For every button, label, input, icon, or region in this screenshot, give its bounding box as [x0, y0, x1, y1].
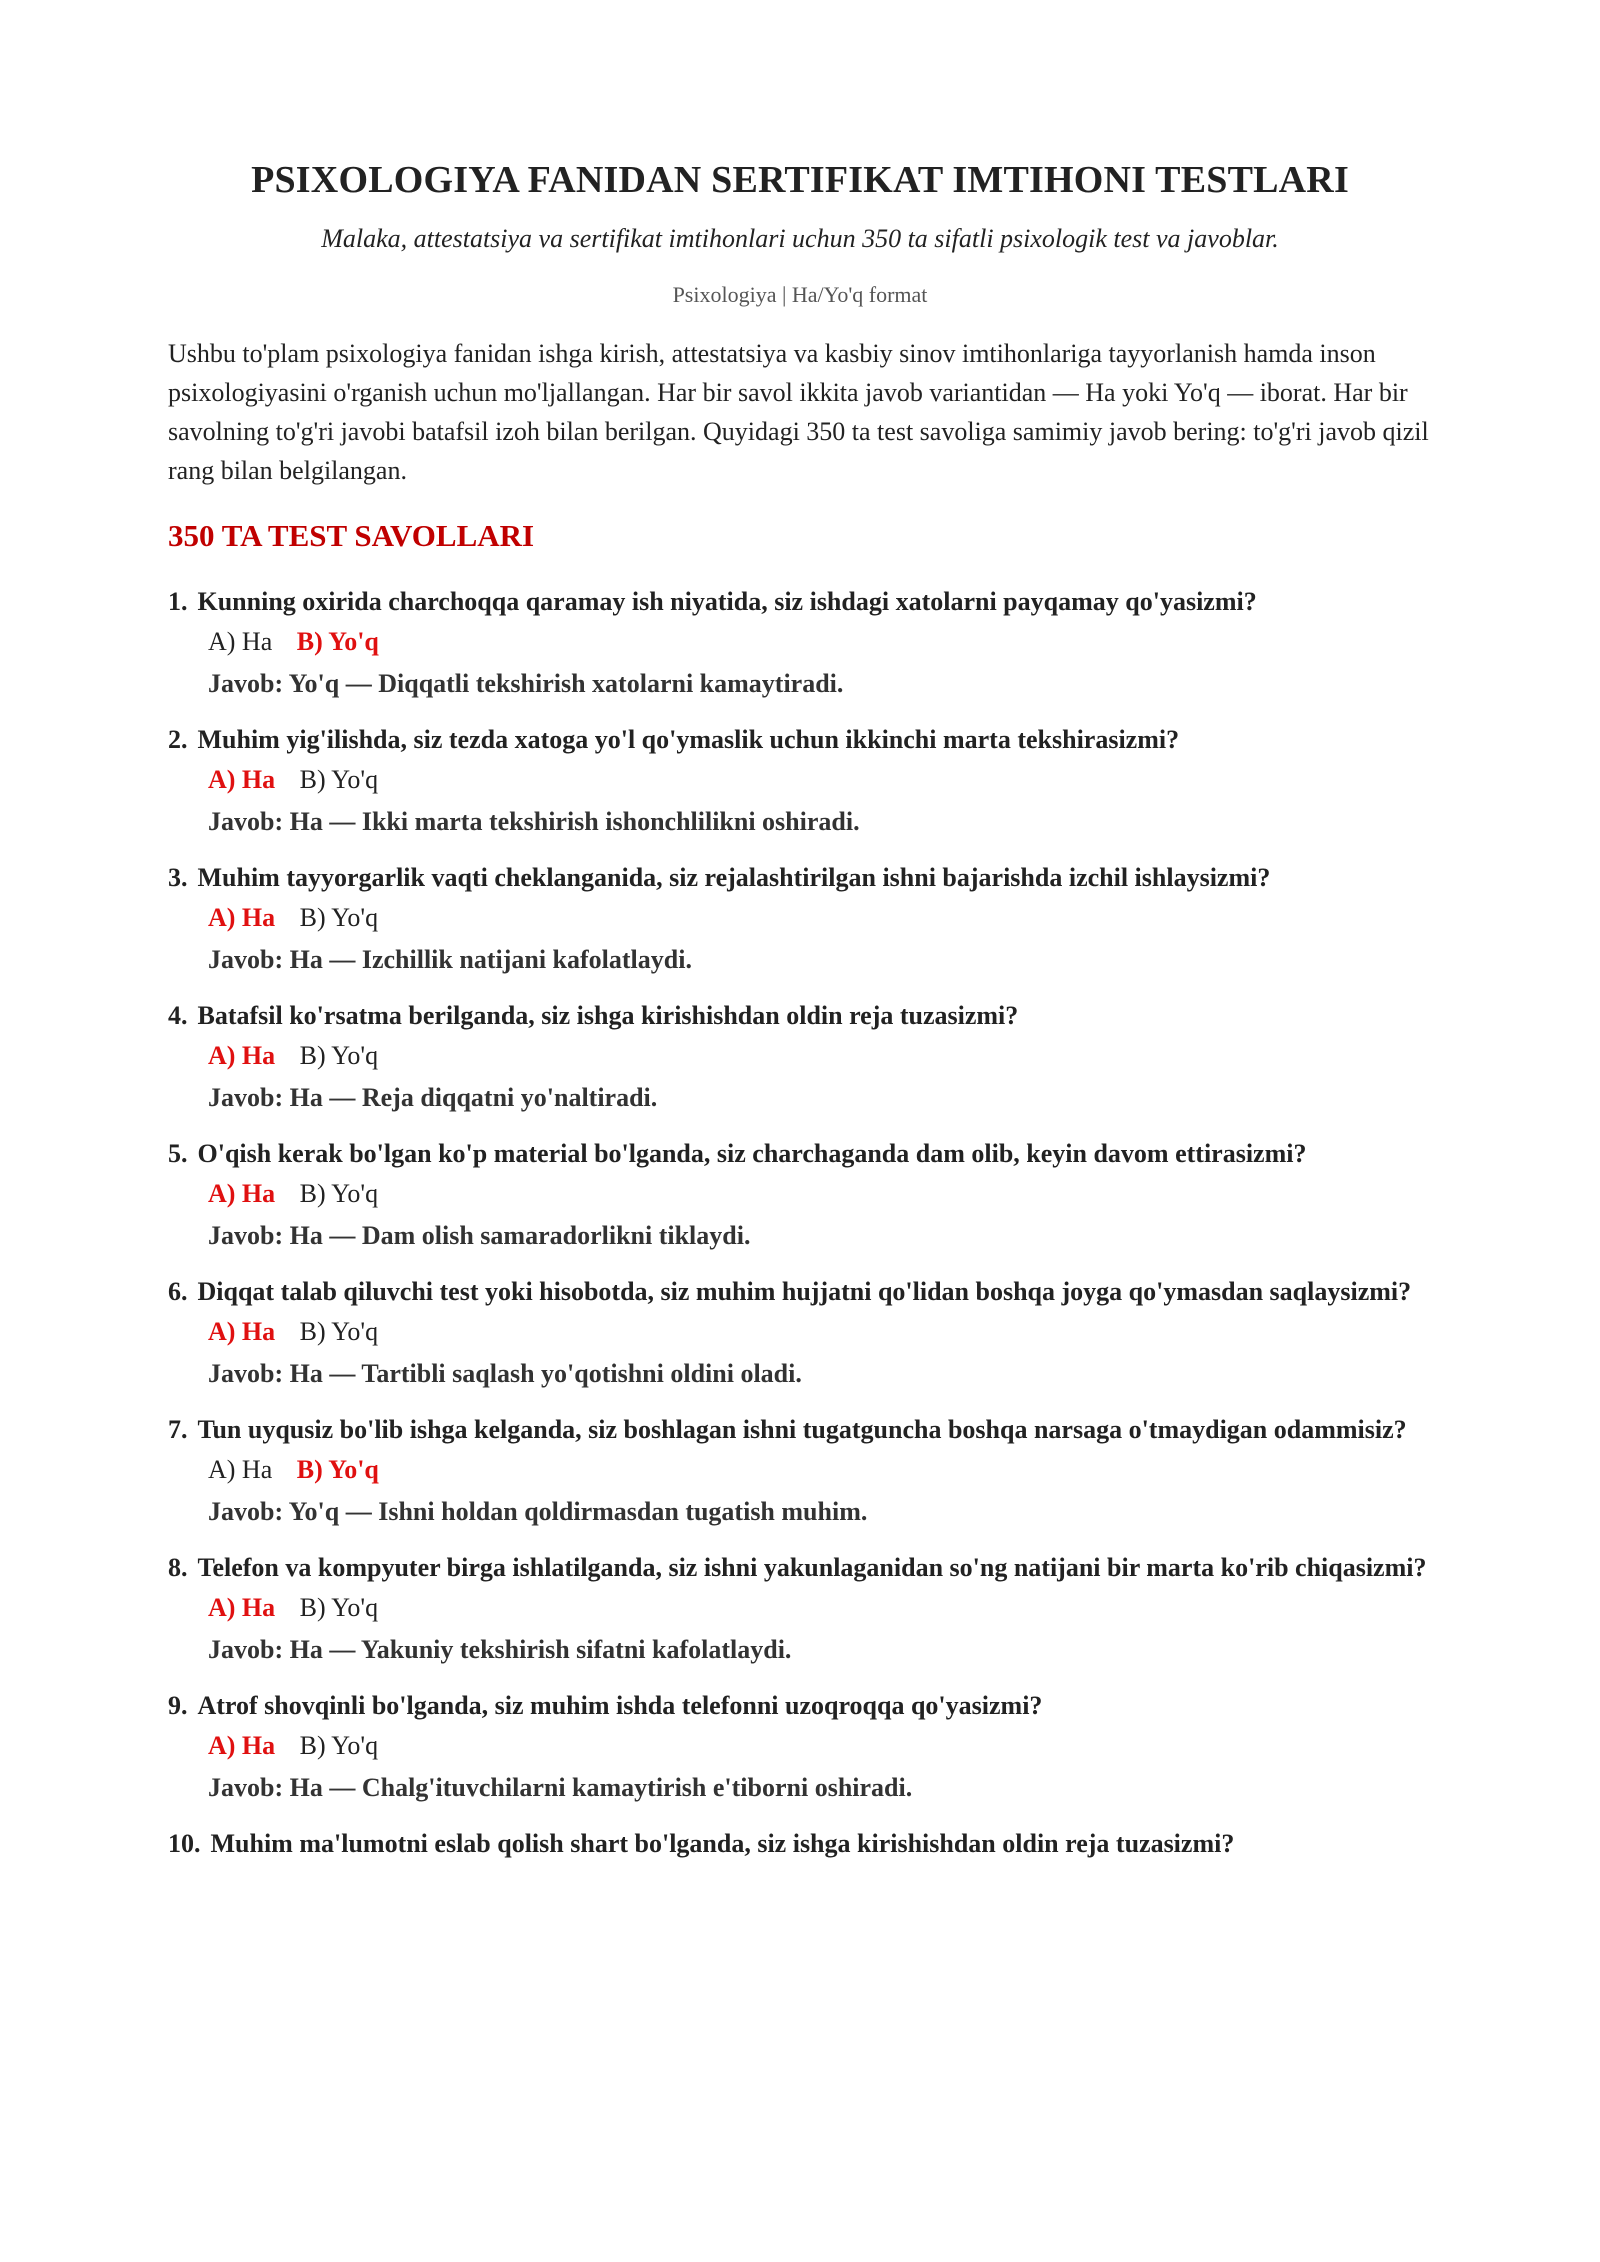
answer-explanation: Javob: Ha — Dam olish samaradorlikni tiklaydi.: [208, 1221, 751, 1250]
question-label: Batafsil ko'rsatma berilganda, siz ishga kirishishdan oldin reja tuzasizmi?: [197, 1001, 1019, 1030]
answer-explanation: Javob: Ha — Yakuniy tekshirish sifatni kafolatlaydi.: [208, 1635, 792, 1664]
question-text: [168, 1272, 1432, 1311]
question-item: [168, 1686, 1432, 1809]
answer-options: [168, 1035, 1432, 1077]
answer-options: [168, 897, 1432, 939]
question-number: 6.: [168, 1277, 188, 1306]
document-title: PSIXOLOGIYA FANIDAN SERTIFIKAT IMTIHONI TESTLARI: [251, 159, 1349, 201]
question-label: Atrof shovqinli bo'lganda, siz muhim ishda telefonni uzoqroqqa qo'yasizmi?: [197, 1691, 1043, 1720]
option-b[interactable]: B) Yo'q: [299, 1041, 379, 1070]
question-text: [168, 1134, 1432, 1173]
document-meta: Psixologiya | Ha/Yo'q format: [672, 282, 928, 307]
question-text: [168, 1824, 1432, 1863]
answer-explanation: Javob: Yo'q — Ishni holdan qoldirmasdan tugatish muhim.: [208, 1497, 868, 1526]
option-b[interactable]: B) Yo'q: [299, 1593, 379, 1622]
option-b[interactable]: B) Yo'q: [299, 1317, 379, 1346]
question-number: 8.: [168, 1553, 188, 1582]
answer-options: [168, 621, 1432, 663]
answer-options: [168, 1449, 1432, 1491]
question-text: [168, 996, 1432, 1035]
option-a[interactable]: A) Ha: [208, 1317, 276, 1346]
answer-options: [168, 1725, 1432, 1767]
question-item: [168, 582, 1432, 705]
question-label: Tun uyqusiz bo'lib ishga kelganda, siz boshlagan ishni tugatguncha boshqa narsaga o'tmaydigan odammisiz?: [197, 1415, 1407, 1444]
question-text: [168, 858, 1432, 897]
question-text: [168, 720, 1432, 759]
option-b[interactable]: B) Yo'q: [296, 627, 379, 656]
question-label: O'qish kerak bo'lgan ko'p material bo'lganda, siz charchaganda dam olib, keyin davom ettirasizmi?: [197, 1139, 1307, 1168]
answer-options: [168, 1311, 1432, 1353]
intro-paragraph: Ushbu to'plam psixologiya fanidan ishga kirish, attestatsiya va kasbiy sinov imtihonlariga tayyorlanish hamda inson psixologiyasini o'rganish uchun mo'ljallangan. Har bir savol ikkita javob variantidan — Ha yoki Yo'q — iborat. Har bir savolning to'g'ri javobi batafsil izoh bilan berilgan. Quyidagi 350 ta test savoliga samimiy javob bering: to'g'ri javob qizil rang bilan belgilangan.: [168, 339, 1429, 485]
question-number: 9.: [168, 1691, 188, 1720]
question-text: [168, 1686, 1432, 1725]
answer-explanation: Javob: Ha — Reja diqqatni yo'naltiradi.: [208, 1083, 658, 1112]
option-a[interactable]: A) Ha: [208, 1593, 276, 1622]
option-b[interactable]: B) Yo'q: [296, 1455, 379, 1484]
answer-explanation: Javob: Yo'q — Diqqatli tekshirish xatolarni kamaytiradi.: [208, 669, 844, 698]
answer-explanation: Javob: Ha — Ikki marta tekshirish ishonchlilikni oshiradi.: [208, 807, 860, 836]
question-item: [168, 1410, 1432, 1533]
option-a[interactable]: A) Ha: [208, 1455, 273, 1484]
option-b[interactable]: B) Yo'q: [299, 1731, 379, 1760]
document-subtitle: Malaka, attestatsiya va sertifikat imtihonlari uchun 350 ta sifatli psixologik test va javoblar.: [321, 224, 1279, 253]
question-label: Kunning oxirida charchoqqa qaramay ish niyatida, siz ishdagi xatolarni payqamay qo'yasizmi?: [197, 587, 1257, 616]
question-number: 1.: [168, 587, 188, 616]
answer-explanation: Javob: Ha — Izchillik natijani kafolatlaydi.: [208, 945, 692, 974]
option-a[interactable]: A) Ha: [208, 1041, 276, 1070]
question-number: 10.: [168, 1829, 201, 1858]
question-text: [168, 1548, 1432, 1587]
question-number: 2.: [168, 725, 188, 754]
question-label: Muhim yig'ilishda, siz tezda xatoga yo'l qo'ymaslik uchun ikkinchi marta tekshirasizmi?: [197, 725, 1180, 754]
option-b[interactable]: B) Yo'q: [299, 903, 379, 932]
answer-explanation: Javob: Ha — Chalg'ituvchilarni kamaytirish e'tiborni oshiradi.: [208, 1773, 913, 1802]
answer-options: [168, 1587, 1432, 1629]
answer-explanation: Javob: Ha — Tartibli saqlash yo'qotishni oldini oladi.: [208, 1359, 802, 1388]
question-label: Telefon va kompyuter birga ishlatilganda, siz ishni yakunlaganidan so'ng natijani bir marta ko'rib chiqasizmi?: [197, 1553, 1427, 1582]
question-number: 5.: [168, 1139, 188, 1168]
question-item: [168, 1824, 1432, 1863]
question-label: Muhim tayyorgarlik vaqti cheklanganida, siz rejalashtirilgan ishni bajarishda izchil ishlaysizmi?: [197, 863, 1271, 892]
question-item: [168, 1134, 1432, 1257]
question-number: 3.: [168, 863, 188, 892]
question-item: [168, 996, 1432, 1119]
section-heading: 350 TA TEST SAVOLLARI: [168, 518, 535, 553]
option-a[interactable]: A) Ha: [208, 1731, 276, 1760]
question-number: 7.: [168, 1415, 188, 1444]
option-a[interactable]: A) Ha: [208, 627, 273, 656]
option-a[interactable]: A) Ha: [208, 903, 276, 932]
option-a[interactable]: A) Ha: [208, 765, 276, 794]
question-item: [168, 720, 1432, 843]
question-label: Muhim ma'lumotni eslab qolish shart bo'lganda, siz ishga kirishishdan oldin reja tuzasizmi?: [210, 1829, 1235, 1858]
answer-options: [168, 1173, 1432, 1215]
question-text: [168, 582, 1432, 621]
question-text: [168, 1410, 1432, 1449]
question-item: [168, 858, 1432, 981]
answer-options: [168, 759, 1432, 801]
option-a[interactable]: A) Ha: [208, 1179, 276, 1208]
option-b[interactable]: B) Yo'q: [299, 1179, 379, 1208]
option-b[interactable]: B) Yo'q: [299, 765, 379, 794]
question-number: 4.: [168, 1001, 188, 1030]
question-item: [168, 1548, 1432, 1671]
question-label: Diqqat talab qiluvchi test yoki hisobotda, siz muhim hujjatni qo'lidan boshqa joyga qo'ymasdan saqlaysizmi?: [197, 1277, 1412, 1306]
question-list: [168, 582, 1432, 1863]
question-item: [168, 1272, 1432, 1395]
